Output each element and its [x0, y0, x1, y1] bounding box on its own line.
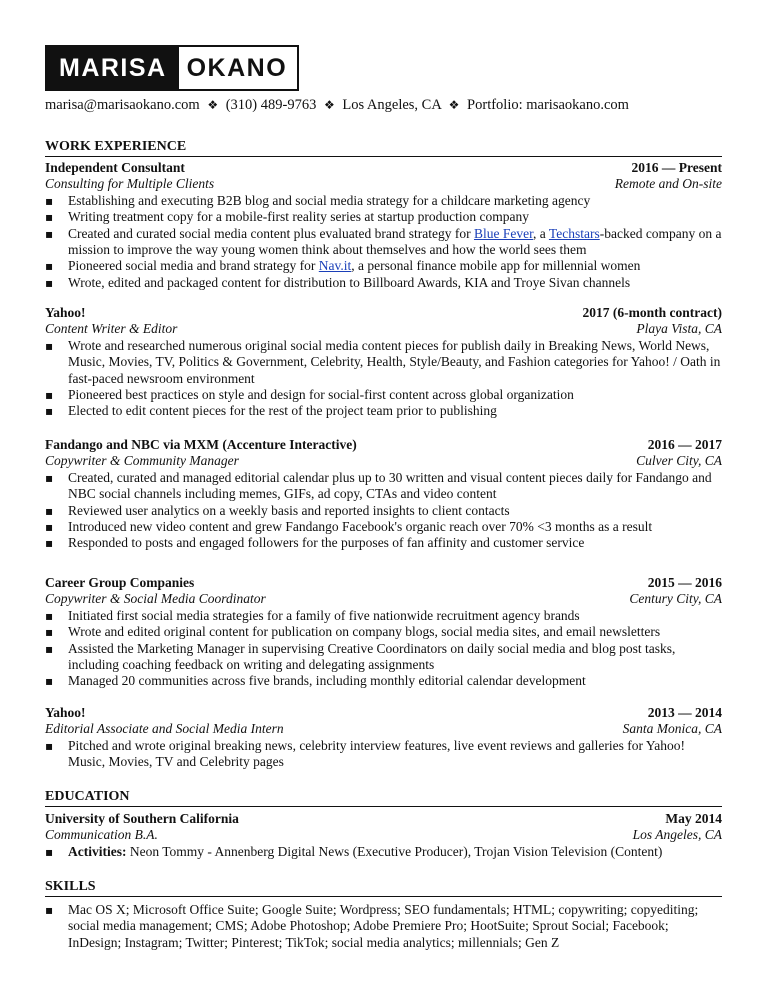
job-bullets [45, 470, 722, 552]
skills-bullets [45, 902, 722, 951]
job-role: Copywriter & Social Media Coordinator [45, 591, 266, 607]
job-bullets [45, 738, 722, 771]
job-company: Yahoo! [45, 305, 86, 320]
bullet-item: ▪ Pitched and wrote original breaking news, celebrity interview features, live event reviews and galleries for Yahoo! Music, Movies, TV and Celebrity pages [45, 738, 722, 771]
job-role: Editorial Associate and Social Media Intern [45, 721, 284, 737]
email[interactable]: marisa@marisaokano.com [45, 97, 200, 113]
job-dates: 2017 (6-month contract) [582, 305, 722, 320]
job-company: Yahoo! [45, 705, 86, 720]
bullet-item: ▪ Assisted the Marketing Manager in supervising Creative Coordinators on daily social media and blog post tasks, including coaching feedback on writing and delegating assignments [45, 641, 722, 674]
bullet-item: ▪ Elected to edit content pieces for the rest of the project team prior to publishing [45, 403, 722, 419]
job-yahoo-2017 [45, 305, 722, 420]
bullet-item: ▪ Responded to posts and engaged followers for the purposes of fan affinity and customer service [45, 535, 722, 551]
link-blue-fever[interactable]: Blue Fever [473, 225, 534, 241]
bullet-item: ▪ Initiated first social media strategies for a family of five nationwide recruitment agency brands [45, 608, 722, 624]
job-independent-consultant [45, 160, 722, 291]
skills-entry [45, 902, 722, 951]
job-fandango-nbc [45, 437, 722, 552]
bullet-item: ▪ Wrote and edited original content for publication on company blogs, social media sites, and email newsletters [45, 624, 722, 640]
job-location: Santa Monica, CA [622, 721, 722, 737]
link-nav-it[interactable]: Nav.it [318, 258, 352, 274]
job-company: Fandango and NBC via MXM (Accenture Interactive) [45, 437, 357, 452]
job-career-group [45, 575, 722, 690]
job-company: Independent Consultant [45, 160, 185, 175]
contact-line [45, 97, 629, 113]
bullet-item: ▪ Wrote and researched numerous original social media content pieces for publish daily in Breaking News, World News, Music, Movies, TV, Politics & Government, Celebrity, Health, Style/Beauty, and Fashion categories for Yahoo! / Oath in fast-paced newsroom environment [45, 338, 722, 387]
job-role: Copywriter & Community Manager [45, 453, 239, 469]
job-dates: 2016 — 2017 [647, 437, 722, 452]
phone: (310) 489-9763 [225, 97, 317, 113]
section-work-experience: WORK EXPERIENCE [45, 139, 722, 157]
job-location: Culver City, CA [636, 453, 722, 469]
bullet-item [45, 844, 722, 860]
job-role: Consulting for Multiple Clients [45, 176, 215, 192]
job-yahoo-2013 [45, 705, 722, 771]
logo-first-name: MARISA [47, 47, 179, 89]
logo-last-name: OKANO [179, 47, 298, 89]
job-dates: 2016 — Present [631, 160, 722, 175]
job-bullets [45, 608, 722, 690]
location: Los Angeles, CA [342, 97, 442, 113]
separator-icon: ❖ [323, 98, 335, 112]
job-role: Content Writer & Editor [45, 321, 178, 337]
bullet-item: ▪ Establishing and executing B2B blog and social media strategy for a childcare marketing agency [45, 193, 722, 209]
bullet-item: ▪ Reviewed user analytics on a weekly basis and reported insights to client contacts [45, 503, 722, 519]
job-location: Playa Vista, CA [636, 321, 722, 337]
job-bullets [45, 338, 722, 420]
job-dates: 2013 — 2014 [647, 705, 722, 720]
bullet-item: ▪ Managed 20 communities across five brands, including monthly editorial calendar development [45, 673, 722, 689]
separator-icon: ❖ [448, 98, 460, 112]
school-name: University of Southern California [45, 811, 239, 826]
link-techstars[interactable]: Techstars [548, 225, 600, 241]
section-education: EDUCATION [45, 789, 722, 807]
job-company: Career Group Companies [45, 575, 195, 590]
activities-text: Neon Tommy - Annenberg Digital News (Executive Producer), Trojan Vision Television (Content) [126, 843, 663, 859]
portfolio[interactable]: Portfolio: marisaokano.com [467, 97, 629, 113]
bullet-item: ▪ Wrote, edited and packaged content for distribution to Billboard Awards, KIA and Troye Sivan channels [45, 275, 722, 291]
bullet-item: ▪ Created, curated and managed editorial calendar plus up to 30 written and visual content pieces daily for Fandango and NBC social channels including memes, GIFs, ad copy, CTAs and video content [45, 470, 722, 503]
job-dates: 2015 — 2016 [647, 575, 722, 590]
job-bullets [45, 193, 722, 291]
degree: Communication B.A. [45, 827, 158, 843]
job-location: Century City, CA [629, 591, 722, 607]
bullet-item: ▪ Mac OS X; Microsoft Office Suite; Google Suite; Wordpress; SEO fundamentals; HTML; copywriting; copyediting; social media management; CMS; Adobe Photoshop; Adobe Premiere Pro; HootSuite; Sprout Social; Facebook; InDesign; Instagram; Twitter; Pinterest; TikTok; social media analytics; millennials; Gen Z [45, 902, 722, 951]
bullet-item: ▪ Writing treatment copy for a mobile-first reality series at startup production company [45, 209, 722, 225]
education-entry [45, 811, 722, 860]
bullet-item: ▪ Pioneered social media and brand strategy for Nav.it, a personal finance mobile app for millennial women [45, 258, 722, 274]
name-logo [45, 45, 299, 91]
education-bullets [45, 844, 722, 860]
bullet-item: ▪ Introduced new video content and grew Fandango Facebook's organic reach over 70% <3 months as a result [45, 519, 722, 535]
bullet-item: ▪ Pioneered best practices on style and design for social-first content across global organization [45, 387, 722, 403]
bullet-item: ▪ Created and curated social media content plus evaluated brand strategy for Blue Fever, a Techstars-backed company on a mission to improve the way young women think about themselves and how the world sees them [45, 226, 722, 259]
graduation-date: May 2014 [665, 811, 722, 826]
job-location: Remote and On-site [614, 176, 722, 192]
school-location: Los Angeles, CA [632, 827, 722, 843]
activities-label: Activities: [68, 843, 127, 859]
section-skills: SKILLS [45, 879, 722, 897]
separator-icon: ❖ [207, 98, 219, 112]
